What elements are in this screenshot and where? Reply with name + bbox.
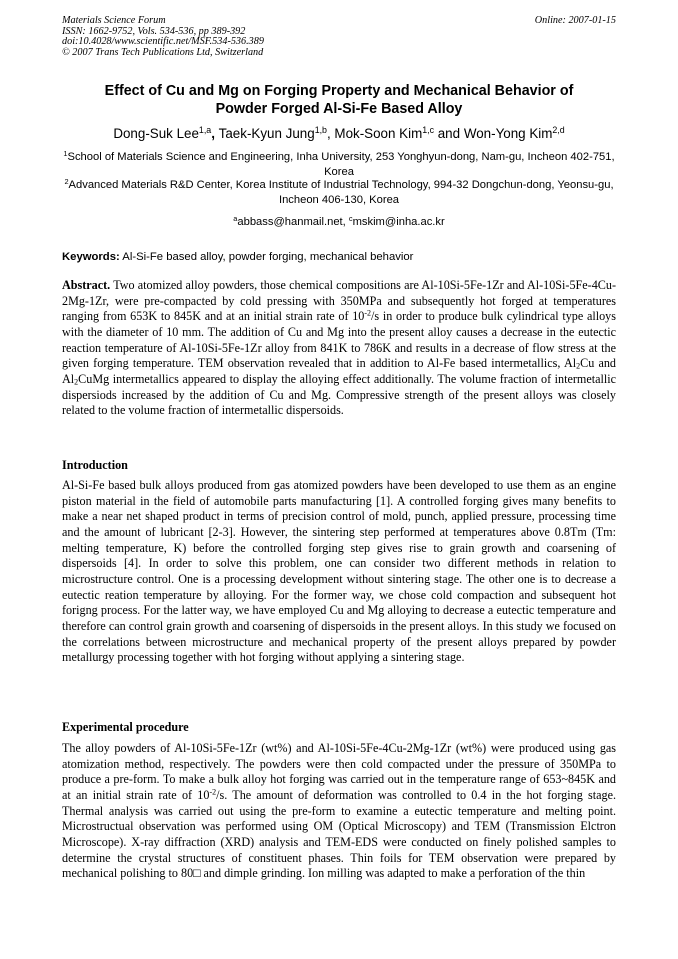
author-separator: ,: [211, 126, 219, 141]
keywords-text: Al-Si-Fe based alloy, powder forging, mechanical behavior: [119, 251, 414, 263]
journal-name: Materials Science Forum: [62, 15, 166, 26]
issn-line: ISSN: 1662-9752, Vols. 534-536, pp 389-392: [62, 25, 246, 37]
title-line-1: Effect of Cu and Mg on Forging Property and Mechanical Behavior of: [104, 83, 574, 99]
author-separator: and: [434, 126, 464, 141]
abstract: [62, 278, 616, 419]
email-mark: a: [233, 213, 238, 223]
author-affiliation-mark: 1,c: [422, 125, 435, 136]
author-affiliation-mark: 1,a: [198, 125, 212, 136]
online-date: Online: 2007-01-15: [534, 15, 616, 26]
experimental-heading: Experimental procedure: [62, 720, 189, 734]
abstract-text: /s in order to produce bulk cylindrical type alloys with the diameter of 10 mm. The addition of Cu and Mg into the present alloy causes a decrease in the eutectic reaction temperature of Al-10Si-5Fe-1Zr alloy from 841K to 786K and results in a decrease of flow stress at the given forging temperature. TEM observation revealed that in addition to Al-Fe based intermetallics, Al: [62, 309, 616, 371]
introduction-heading: Introduction: [62, 458, 128, 472]
affiliation-2: [62, 178, 616, 207]
subscript: 2: [576, 361, 581, 371]
experimental-text: [62, 741, 616, 882]
abstract-text: Two atomized alloy powders, those chemical compositions are Al-10Si-5Fe-1Zr and Al-10Si-5Fe-4Cu-2Mg-1Zr, were pre-compacted by cold pressing with 350MPa and subsequently hot forged at temperatures ranging from 653K to 845K and at an initial strain rate of 10: [62, 278, 616, 324]
paper-title: [62, 82, 616, 118]
abstract-label: Abstract.: [62, 278, 111, 292]
author-name: Won-Yong Kim: [463, 126, 553, 141]
doi-line: doi:10.4028/www.scientific.net/MSF.534-536.389: [62, 36, 264, 48]
email-separator: ,: [342, 216, 349, 228]
abstract-text: CuMg intermetallics appeared to display the alloying effect additionally. The volume fraction of intermetallic dispersiods increased by the addition of Cu and Mg. Compressive strength of the present alloys was closely related to the volume fraction of intermetallic dispersoids.: [62, 371, 616, 418]
author-separator: ,: [326, 126, 335, 141]
title-line-2: Powder Forged Al-Si-Fe Based Alloy: [215, 101, 463, 117]
email-mark: c: [348, 213, 353, 223]
author-emails: [62, 215, 616, 229]
exponent: -2: [364, 308, 372, 318]
exponent: -2: [209, 787, 217, 797]
author-list: [62, 125, 616, 143]
author-affiliation-mark: 2,d: [552, 125, 565, 136]
introduction-text: Al-Si-Fe based bulk alloys produced from gas atomized powders have been developed to use them as an engine piston material in the field of automobile parts manufacturing [1]. A controlled forging gives many benefits to make a near net shaped product in terms of precision control of mold, punch, applied pressure, processing time and the amount of lubricant [2-3]. However, the sintering step performed at temperatures above 0.8Tm (Tm: melting temperature, K) before the controlled forging step gives rise to grain growth and coarsening of dispersoids [4]. In order to solve this problem, one can consider two different methods in relation to microstructure control. One is a processing development without sintering stage. The other one is to decrease a eutectic reation temperature by alloying. For the former way, we chose cold compaction and subsequent hot forigng process. For the latter way, we have employed Cu and Mg alloying to decrease a eutectic temperature and therefore can control grain growth and coarsening of dispersoids in the present alloys. In this study we focused on the correlations between microstructure and mechanical property of the present alloys prepared by powder metallurgy processing together with hot forging without applying a sintering stage.: [62, 478, 616, 665]
experimental-text-part: The alloy powders of Al-10Si-5Fe-1Zr (wt%) and Al-10Si-5Fe-4Cu-2Mg-1Zr (wt%) were produced using gas atomization method, respectively. The powders were then cold compacted under the pressure of 350MPa to produce a pre-form. To make a bulk alloy hot forging was carried out in the temperature range of 653~845K and at an initial strain rate of 10: [62, 741, 616, 802]
abstract-text: Cu and Al: [62, 356, 616, 386]
copyright-line: © 2007 Trans Tech Publications Ltd, Switzerland: [62, 46, 264, 58]
author-name: Mok-Soon Kim: [334, 126, 423, 141]
author-name: Dong-Suk Lee: [113, 126, 199, 141]
email-link[interactable]: abbass@hanmail.net: [237, 216, 343, 228]
journal-header: [62, 16, 616, 58]
email-link[interactable]: mskim@inha.ac.kr: [352, 216, 445, 228]
author-name: Taek-Kyun Jung: [218, 126, 315, 141]
author-affiliation-mark: 1,b: [314, 125, 327, 136]
subscript: 2: [74, 377, 79, 387]
affiliation-1: [62, 150, 616, 179]
affiliation-number: 2: [64, 176, 69, 186]
affiliation-number: 1: [63, 148, 68, 158]
experimental-text-part: /s. The amount of deformation was controlled to 0.4 in the hot forging stage. Thermal analysis was carried out using the pre-form to examine a eutectic temperature and melting point. Microstructual observation was performed using OM (Optical Microscopy) and TEM (Transmission Elctron Microscope). X-ray diffraction (XRD) analysis and TEM-EDS were conducted on finely polished samples to determine the crystal structures of constituent phases. Thin foils for TEM observation were prepared by mechanical polishing to 80□ and dimple grinding. Ion milling was adapted to make a perforation of the thin: [62, 787, 616, 881]
affiliation-text: Advanced Materials R&D Center, Korea Institute of Industrial Technology, 994-32 Dongchun-dong, Yeonsu-gu, Incheon 406-130, Korea: [68, 179, 614, 206]
affiliation-text: School of Materials Science and Engineering, Inha University, 253 Yonghyun-dong, Nam-gu, Incheon 402-751, Korea: [67, 151, 615, 178]
keywords: [62, 250, 616, 264]
keywords-label: Keywords:: [62, 251, 120, 263]
